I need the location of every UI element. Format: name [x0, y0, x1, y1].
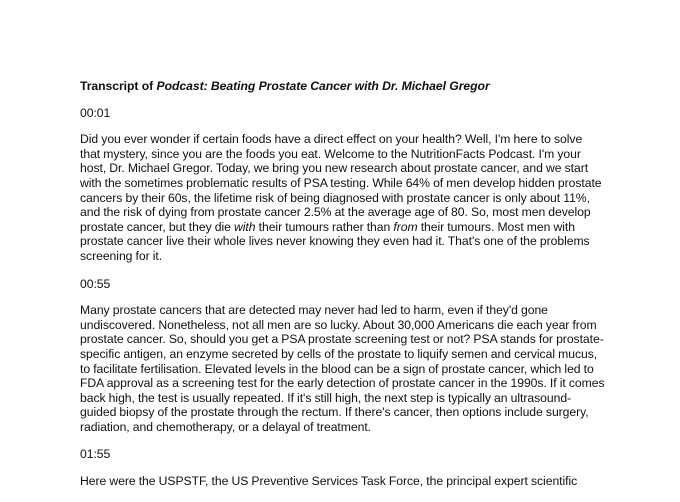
- document-title: [80, 79, 605, 94]
- transcript-paragraph: Many prostate cancers that are detected may never had led to harm, even if they'd gone undiscovered. Nonetheless, not all men are so lucky. About 30,000 Americans die each year from prostate cancer. So, should you get a PSA prostate screening test or not? PSA stands for prostate-specific antigen, an enzyme secreted by cells of the prostate to liquify semen and cervical mucus, to facilitate fertilisation. Elevated levels in the blood can be a sign of prostate cancer, which led to FDA approval as a screening test for the early detection of prostate cancer in the 1990s. If it comes back high, the test is usually repeated. If it's still high, the next step is typically an ultrasound-guided biopsy of the prostate through the rectum. If there's cancer, then options include surgery, radiation, and chemotherapy, or a delayal of treatment.: [80, 303, 605, 434]
- emphasis-text: from: [393, 219, 418, 234]
- transcript-paragraph: [80, 132, 605, 263]
- timestamp: 01:55: [80, 447, 111, 462]
- transcript-document: [80, 79, 605, 502]
- emphasis-text: with: [234, 219, 256, 234]
- timestamp: 00:01: [80, 105, 111, 120]
- timestamp: 00:55: [80, 276, 111, 291]
- paragraph-text: their tumours rather than: [255, 219, 394, 234]
- transcript-paragraph: Here were the USPSTF, the US Preventive Services Task Force, the principal expert scientific: [80, 474, 578, 489]
- title-prefix: Transcript of: [80, 79, 157, 93]
- paragraph-text: Did you ever wonder if certain foods have a direct effect on your health? Well, I'm here to solve that mystery, since you are the foods you eat. Welcome to the NutritionFacts Podcast. I'm your host, Dr. Michael Gregor. Today, we bring you new research about prostate cancer, and we start with the sometimes problematic results of PSA testing. While 64% of men develop hidden prostate cancers by their 60s, the lifetime risk of being diagnosed with prostate cancer is only about 11%, and the risk of dying from prostate cancer 2.5% at the average age of 80. So, most men develop prostate cancer, but they die: [80, 132, 602, 234]
- title-podcast-name: Podcast: Beating Prostate Cancer with Dr. Michael Gregor: [156, 79, 490, 93]
- paragraph-text: their tumours. Most men with prostate cancer live their whole lives never knowing they even had it. That's one of the problems screening for it.: [80, 219, 590, 263]
